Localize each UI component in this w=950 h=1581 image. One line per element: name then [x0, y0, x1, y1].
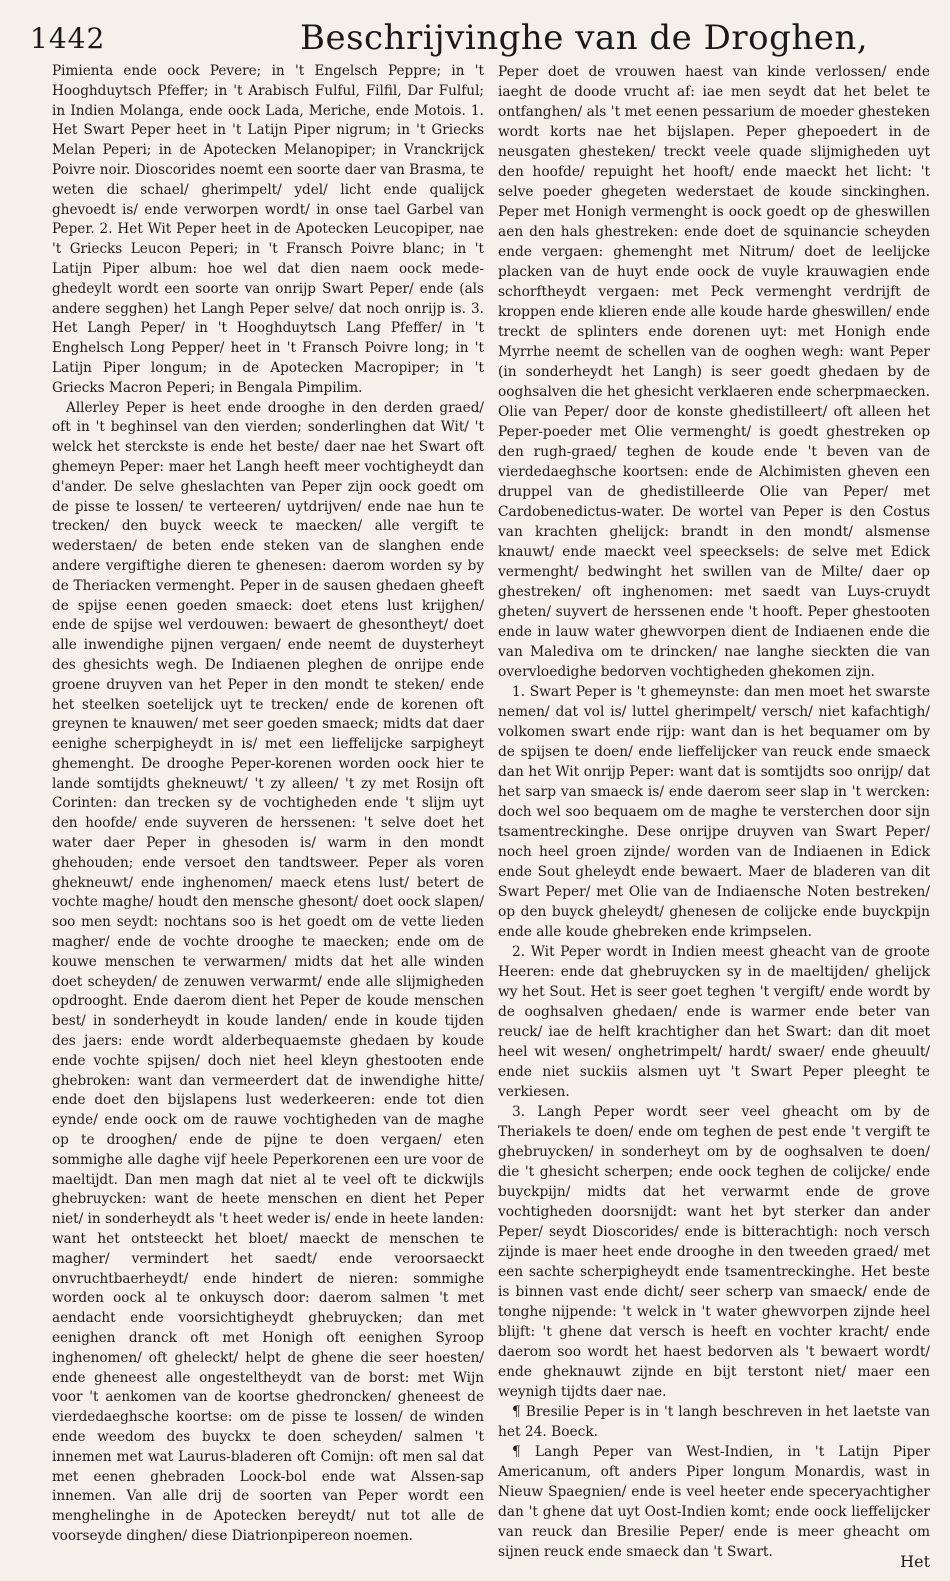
paragraph: ¶ Langh Peper van West-Indien, in 't Latijn Piper Americanum, oft anders Piper longum Monardis, wast in Nieuw Spaegnien/ ende is veel heeter ende speceryachtigher dan 't ghene dat uyt Oost-Indien komt; ende oock lieffelijcker van reuck dan Bresilie Peper/ ende is meer gheacht om sijnen reuck ende smaeck dan 't Swart. — [498, 1444, 930, 1560]
right-column — [498, 62, 930, 1572]
paragraph: 1. Swart Peper is 't ghemeynste: dan men moet het swarste nemen/ dat vol is/ luttel gherimpelt/ versch/ niet kafachtigh/ volkomen swart ende rijp: want dan is het bequamer om by de spijsen te doen/ ende lieffelijcker van reuck ende smaeck dan het Wit onrijp Peper: want dat is somtijdts soo onrijp/ dat het sarp van smaeck is/ ende daerom seer slap in 't wercken: doch wel soo bequaem om de maghe te versterchen door sijn tsamentreckinghe. Dese onrijpe druyven van Swart Peper/ noch heel groen zijnde/ worden van de Indiaenen in Edick ende Sout gheleydt ende bewaert. Maer de bladeren van dit Swart Peper/ met Olie van de Indiaensche Noten bestreken/ op den buyck gheleydt/ ghenesen de colijcke ende buyckpijn ende alle koude ghebreken ende krimpselen. — [498, 684, 930, 940]
paragraph: Allerley Peper is heet ende drooghe in den derden graed/ oft in 't beghinsel van den vierden; sonderlinghen dat Wit/ 't welck het sterckste is ende het beste/ daer nae het Swart oft ghemeyn Peper: maer het Langh heeft meer vochtigheydt dan d'ander. De selve gheslachten van Peper zijn oock goedt om de pisse te lossen/ te verteeren/ uytdrijven/ ende nae hun te trecken/ den buyck weeck te maecken/ alle vergift te wederstaen/ de beten ende steken van de slanghen ende andere vergiftighe dieren te ghenesen: daerom worden sy by de Theriacken vermenght. Peper in de sausen ghedaen gheeft de spijse eenen goeden smaeck: doet etens lust krijghen/ ende de spijse wel verdouwen: bewaert de ghesontheyt/ doet alle inwendighe pijnen vergaen/ ende neemt de duysterheyt des ghesichts wegh. De Indiaenen pleghen de onrijpe ende groene druyven van het Peper in den mondt te steken/ ende het steelken soetelijck uyt te trecken/ ende de korenen oft greynen te knauwen/ met seer goeden smaeck; midts dat daer eenighe scherpigheydt in is/ met een lieffelijcke sarpigheyt ghemenght. De drooghe Peper-korenen worden oock hier te lande somtijdts ghekneuwt/ 't zy alleen/ 't zy met Rosijn oft Corinten: dan trecken sy de vochtigheden ende 't slijm uyt den hoofde/ ende suyveren de herssenen: 't selve doet het water daer Peper in ghesoden is/ warm in den mondt ghehouden; ende versoet den tandtsweer. Peper als voren ghekneuwt/ ende inghenomen/ maeck etens lust/ betert de vochte maghe/ houdt den mensche ghesont/ doet oock slapen/ soo men seydt: nochtans soo is het goedt om de vette lieden magher/ ende de vochte drooghe te maecken; ende om de kouwe menschen te verwarmen/ midts dat het alle winden doet scheyden/ de zenuwen verwarmt/ ende alle slijmigheden opdrooght. Ende daerom dient het Peper de koude menschen best/ in sonderheydt in koude landen/ ende in koude tijden des jaers: ende wordt alderbequaemste ghedaen by koude ende vochte spijsen/ doch niet heel kleyn ghestooten ende ghebroken: want dan vermeerdert dat de inwendighe hitte/ ende doet den bijslapens lust wederkeeren: ende tot dien eynde/ ende oock om de rauwe vochtigheden van de maghe op te drooghen/ ende de pijne te doen vergaen/ eten sommighe alle daghe vijf heele Peperkorenen een ure voor de maeltijdt. Dan men magh dat niet al te veel oft te dickwijls ghebruycken: want de heete menschen en dient het Peper niet/ in sonderheydt als 't heet weder is/ ende in heete landen: want het ontsteeckt het bloet/ maeckt de menschen te magher/ vermindert het saedt/ ende veroorsaeckt onvruchtbaerheydt/ ende hindert de nieren: sommighe worden oock al te onkuysch door: daerom salmen 't met aendacht ende voorsichtigheydt ghebruycken; dan met eenighen dranck oft met Honigh oft eenighen Syroop inghenomen/ oft gheleckt/ helpt de ghene die seer hoesten/ ende gheneest alle ongesteltheydt van de borst: met Wijn voor 't aenkomen van de koortse ghedroncken/ gheneest de vierdedaeghsche koortse: om de pisse te lossen/ de winden ende weedom des buyckx te doen scheyden/ salmen 't innemen met wat Laurus-bladeren oft Comijn: oft men sal dat met eenen ghebraden Loock-bol ende wat Alssen-sap innemen. Van alle drij de soorten van Peper wordt een menghelinghe in de Apotecken bereydt/ nut tot alle de voorseyde dinghen/ diese Diatrionpipereon noemen. — [52, 399, 484, 1544]
page-header — [30, 14, 930, 62]
catchword: Het — [900, 1552, 930, 1571]
paragraph: 2. Wit Peper wordt in Indien meest gheacht van de groote Heeren: ende dat ghebruycken sy in de maeltijden/ ghelijck wy het Sout. Het is seer goet teghen 't vergift/ ende wordt by de ooghsalven ghedaen/ ende is warmer ende beter van reuck/ iae de helft krachtigher dan het Swart: dan dit moet heel wit wesen/ onghetrimpelt/ hardt/ swaer/ ende gheuult/ ende niet suckiis alsmen uyt 't Swart Peper pleeght te verkiesen. — [498, 944, 930, 1100]
paragraph: 3. Langh Peper wordt seer veel gheacht om by de Theriakels te doen/ ende om teghen de pest ende 't vergift te ghebruycken/ in sonderheyt om by de ooghsalven te doen/ die 't ghesicht scherpen; ende oock teghen de colijcke/ ende buyckpijn/ midts dat het verwarmt ende de grove vochtigheden doorsnijdt: want het byt sterker dan ander Peper/ seydt Dioscorides/ ende is bitterachtigh: noch versch zijnde is maer heet ende drooghe in den tweeden graed/ met een sachte scherpigheydt ende tsamentreckinghe. Het beste is binnen vast ende dicht/ seer scherp van smaeck/ ende de tonghe nijpende: 't welck in 't water ghewvorpen zijnde heel blijft: 't ghene dat versch is heeft en vochter kracht/ ende daerom soo wordt het haest bedorven als 't bewaert wordt/ ende gheknauwt zijnde en bijt terstont niet/ maer een weynigh tijdts daer nae. — [498, 1104, 930, 1400]
paragraph: Pimienta ende oock Pevere; in 't Engelsch Peppre; in 't Hooghduytsch Pfeffer; in 't Arabisch Fulful, Filfil, Dar Fulful; in Indien Molanga, ende oock Lada, Meriche, ende Motois. 1. Het Swart Peper heet in 't Latijn Piper nigrum; in 't Griecks Melan Peperi; in de Apotecken Melanopiper; in Vranckrijck Poivre noir. Dioscorides noemt een soorte daer van Brasma, te weten die schael/ gherimpelt/ ydel/ licht ende qualijck ghevoedt is/ ende verworpen wordt/ in onse tael Garbel van Peper. 2. Het Wit Peper heet in de Apotecken Leucopiper, nae 't Griecks Leucon Peperi; in 't Fransch Poivre blanc; in 't Latijn Piper album: hoe wel dat dien naem oock mede-ghedeylt wordt een soorte van onrijp Swart Peper/ ende (als andere segghen) het Langh Peper selve/ dat noch onrijp is. 3. Het Langh Peper/ in 't Hooghduytsch Lang Pfeffer/ in 't Enghelsch Long Pepper/ heet in 't Fransch Poivre long; in 't Latijn Piper longum; in de Apotecken Macropiper; in 't Griecks Macron Peperi; in Bengala Pimpilim. — [52, 63, 484, 396]
running-title: Beschrijvinghe van de Droghen, — [300, 18, 869, 58]
left-column — [52, 62, 484, 1572]
paragraph: Peper doet de vrouwen haest van kinde verlossen/ ende iaeght de doode vrucht af: iae men seydt dat het belet te ontfanghen/ als 't met eenen pessarium de moeder ghesteken wordt korts nae het bijslapen. Peper ghepoedert in de neusgaten ghesteken/ treckt veele quade slijmigheden uyt den hoofde/ repuight het hooft/ ende maeckt het licht: 't selve poeder ghegeten wederstaet de koude sinckinghen. Peper met Honigh vermenght is oock goedt op de gheswillen aen den hals ghestreken: ende doet de squinancie scheyden ende vergaen: ghemenght met Nitrum/ doet de leelijcke placken van de huyt ende oock de vuyle krauwagien ende schorftheydt vergaen: met Peck vermenght verdrijft de kroppen ende klieren ende alle koude harde gheswillen/ ende treckt de splinters ende dorenen uyt: met Honigh ende Myrrhe neemt de schellen van de ooghen wegh: want Peper (in sonderheydt het Langh) is seer goedt ghedaen by de ooghsalven die het ghesicht verklaeren ende scherpmaecken. Olie van Peper/ door de konste ghedistilleert/ oft alleen het Peper-poeder met Olie vermenght/ is goedt ghestreken op den rugh-graed/ teghen de koude ende 't beven van de vierdedaeghsche koortsen: ende de Alchimisten gheven een druppel van de ghedistilleerde Olie van Peper/ met Cardobenedictus-water. De wortel van Peper is den Costus van krachten ghelijck: brandt in den mondt/ alsmense knauwt/ ende maeckt veel speecksels: de selve met Edick vermenght/ bedwinght het swillen van de Milte/ daer op ghestreken/ oft inghenomen: met saedt van Luys-cruydt gheten/ suyvert de herssenen ende 't hooft. Peper ghestooten ende in lauw water ghewvorpen dient de Indiaenen ende die van Malediva om te drincken/ nae langhe sieckten die van overvloedighe bedorven vochtigheden ghekomen zijn. — [498, 64, 930, 680]
page-number: 1442 — [30, 22, 106, 55]
paragraph: ¶ Bresilie Peper is in 't langh beschreven in het laetste van het 24. Boeck. — [498, 1404, 930, 1440]
